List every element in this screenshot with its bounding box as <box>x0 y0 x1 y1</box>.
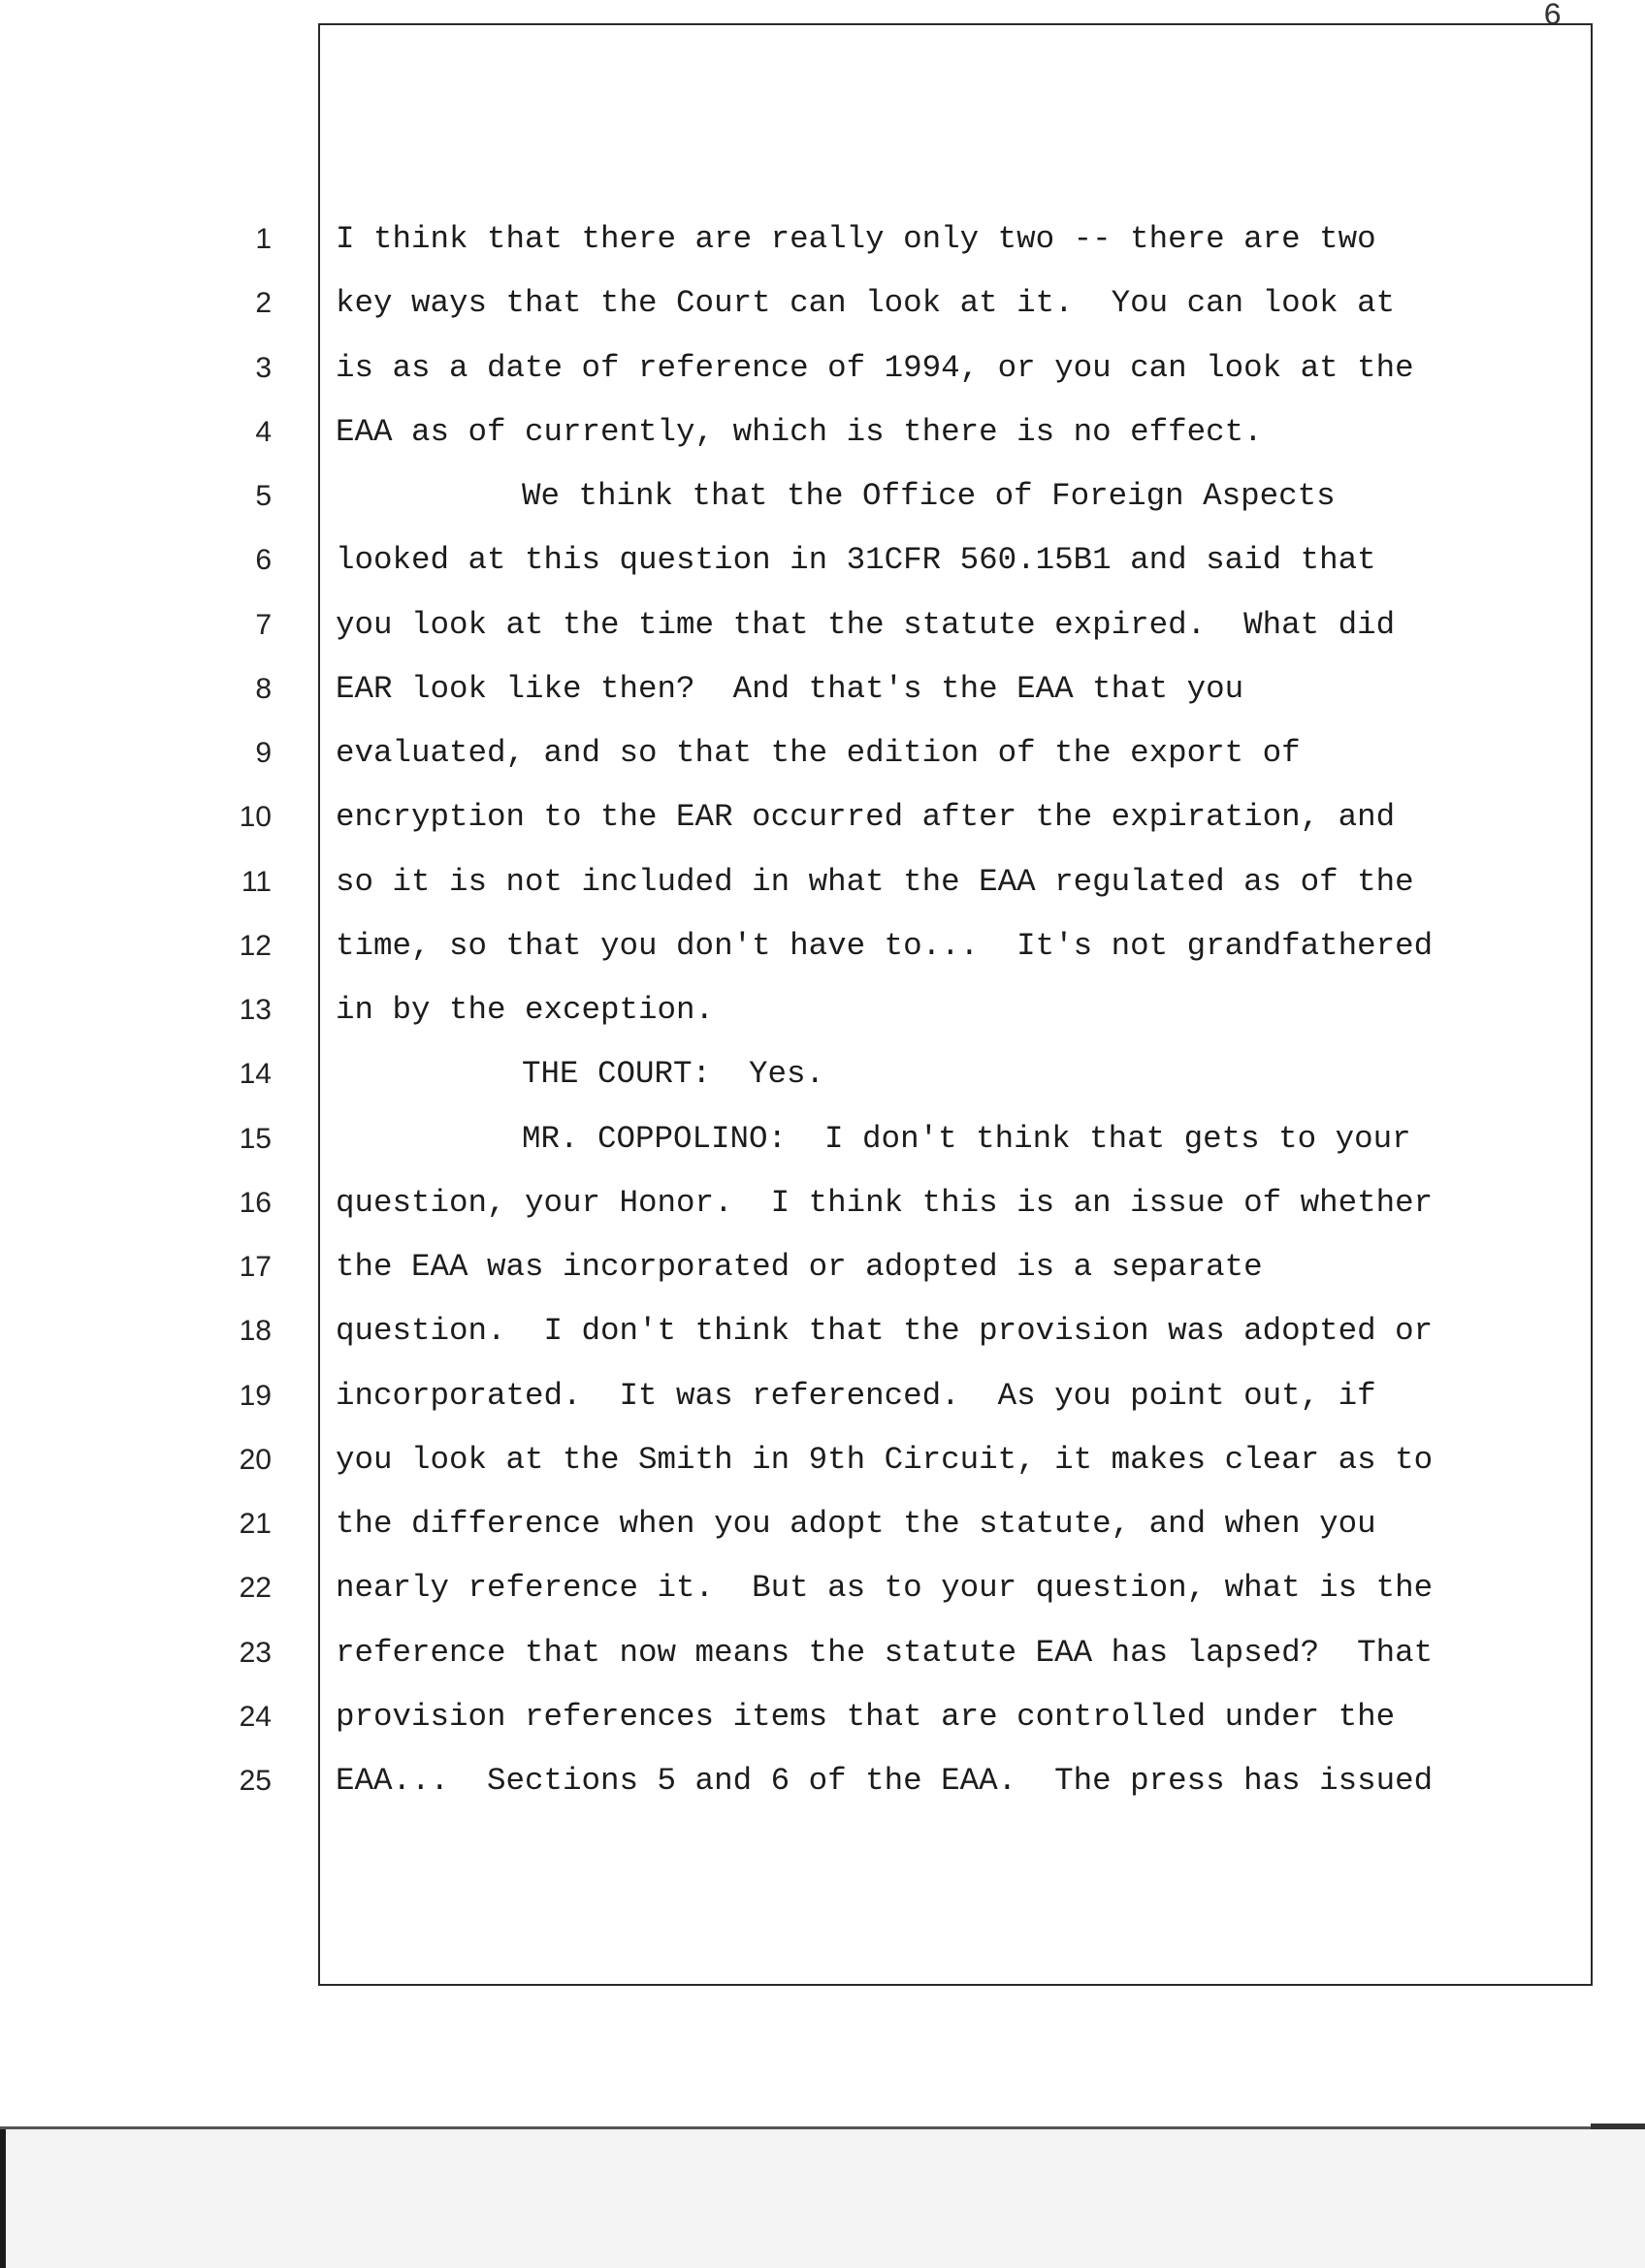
transcript-line: MR. COPPOLINO: I don't think that gets to your <box>522 1120 1411 1157</box>
transcript-line: provision references items that are controlled under the <box>336 1698 1396 1735</box>
transcript-line: encryption to the EAR occurred after the expiration, and <box>336 799 1396 836</box>
line-number-column <box>194 214 272 1820</box>
transcript-line: EAA... Sections 5 and 6 of the EAA. The press has issued <box>336 1763 1434 1799</box>
transcript-line: the EAA was incorporated or adopted is a separate <box>336 1249 1263 1285</box>
line-number: 11 <box>241 865 272 898</box>
line-number: 13 <box>239 994 272 1026</box>
transcript-line: THE COURT: Yes. <box>522 1056 825 1093</box>
transcript-line: question. I don't think that the provision was adopted or <box>336 1313 1434 1350</box>
line-number: 10 <box>239 801 272 834</box>
transcript-line: the difference when you adopt the statute, and when you <box>336 1506 1376 1542</box>
line-number: 12 <box>239 929 272 962</box>
transcript-line: looked at this question in 31CFR 560.15B1 and said that <box>336 542 1376 579</box>
transcript-line: is as a date of reference of 1994, or you can look at the <box>336 349 1414 386</box>
line-number: 1 <box>255 223 272 255</box>
transcript-line: EAR look like then? And that's the EAA that you <box>336 670 1244 707</box>
transcript-line: time, so that you don't have to... It's not grandfathered <box>336 927 1434 964</box>
transcript-line: question, your Honor. I think this is an issue of whether <box>336 1184 1434 1221</box>
scan-edge-shadow <box>0 2129 6 2268</box>
transcript-line: in by the exception. <box>336 992 715 1028</box>
line-number: 25 <box>239 1765 272 1797</box>
line-number: 8 <box>255 672 272 705</box>
line-number: 3 <box>255 351 272 384</box>
line-number: 19 <box>239 1379 272 1412</box>
line-number: 9 <box>255 737 272 769</box>
transcript-line: I think that there are really only two -- there are two <box>336 221 1376 257</box>
transcript-line: evaluated, and so that the edition of the export of <box>336 735 1301 771</box>
line-number: 4 <box>255 415 272 448</box>
scan-background <box>6 2129 1645 2268</box>
line-number: 17 <box>239 1251 272 1283</box>
page-number: 6 <box>1543 0 1563 34</box>
transcript-line: you look at the Smith in 9th Circuit, it makes clear as to <box>336 1441 1434 1478</box>
line-number: 22 <box>239 1572 272 1605</box>
transcript-line: reference that now means the statute EAA has lapsed? That <box>336 1634 1434 1671</box>
line-number: 5 <box>255 480 272 512</box>
line-number: 21 <box>239 1508 272 1540</box>
line-number: 16 <box>239 1186 272 1219</box>
transcript-line: so it is not included in what the EAA regulated as of the <box>336 863 1414 900</box>
transcript-line: nearly reference it. But as to your question, what is the <box>336 1570 1434 1607</box>
line-number: 18 <box>239 1315 272 1348</box>
line-number: 24 <box>239 1700 272 1733</box>
transcript-line: EAA as of currently, which is there is no effect. <box>336 413 1263 450</box>
line-number: 7 <box>255 608 272 641</box>
line-number: 23 <box>239 1636 272 1669</box>
transcript-text <box>336 214 1587 1820</box>
line-number: 20 <box>239 1443 272 1476</box>
line-number: 15 <box>239 1122 272 1155</box>
line-number: 2 <box>255 287 272 320</box>
transcript-line: incorporated. It was referenced. As you point out, if <box>336 1377 1376 1414</box>
transcript-line: key ways that the Court can look at it. You can look at <box>336 285 1396 322</box>
page-corner-shadow <box>1591 2124 1645 2129</box>
line-number: 6 <box>255 544 272 577</box>
transcript-line: We think that the Office of Foreign Aspects <box>522 478 1336 514</box>
page-bottom-edge <box>0 2126 1645 2129</box>
transcript-line: you look at the time that the statute expired. What did <box>336 606 1396 643</box>
line-number: 14 <box>239 1058 272 1091</box>
